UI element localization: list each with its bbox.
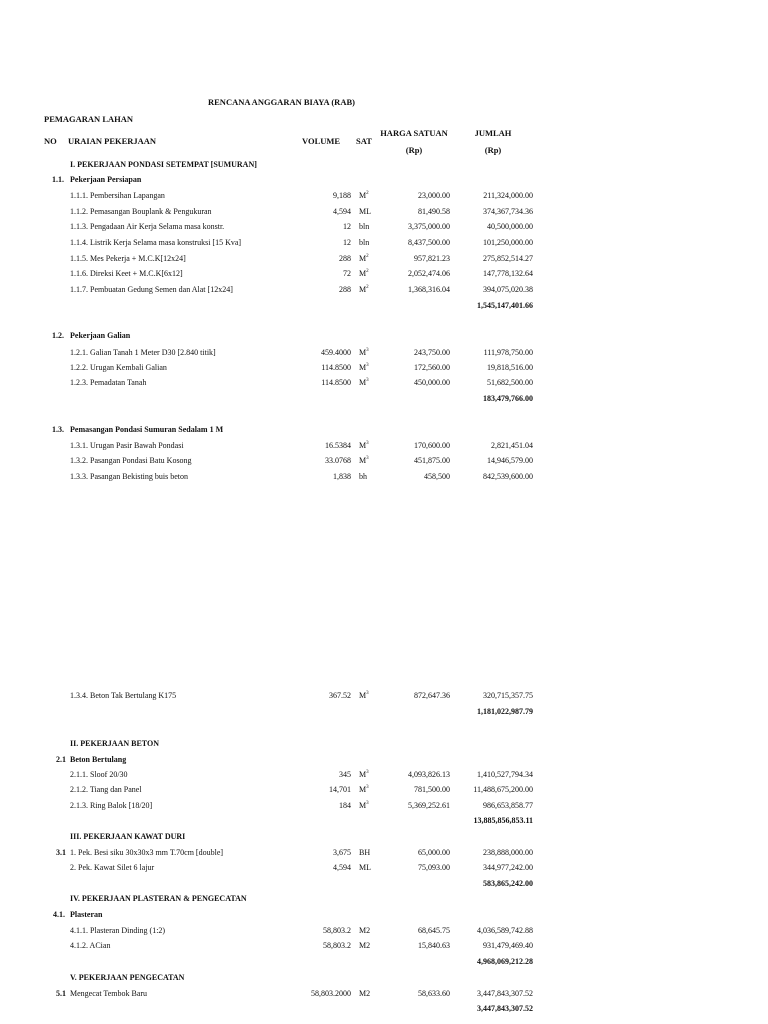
row-volume: 1,838 xyxy=(333,472,351,481)
row-harga: 3,375,000.00 xyxy=(408,222,450,231)
project-name: PEMAGARAN LAHAN xyxy=(44,114,134,124)
subsection-number: 5.1 xyxy=(56,989,66,998)
row-volume: 3,675 xyxy=(333,848,351,857)
row-volume: 114.8500 xyxy=(321,363,351,372)
row-satuan: $M^3$ xyxy=(359,441,369,450)
row-satuan: ML xyxy=(359,207,371,216)
row-volume: 367.52 xyxy=(329,691,351,700)
section-heading: I. PEKERJAAN PONDASI SETEMPAT [SUMURAN] xyxy=(70,160,257,169)
subsection-number: 1.1. xyxy=(52,175,64,184)
row-volume: 14,701 xyxy=(329,785,351,794)
row-jumlah: 51,682,500.00 xyxy=(487,378,533,387)
row-harga: 243,750.00 xyxy=(414,348,450,357)
col-header-jumlah-unit: (Rp) xyxy=(484,145,502,155)
row-uraian: 4.1.2. ACian xyxy=(70,941,111,950)
row-uraian: 1.1.6. Direksi Keet + M.C.K[6x12] xyxy=(70,269,183,278)
document-title: RENCANA ANGGARAN BIAYA (RAB) xyxy=(208,97,355,107)
row-uraian: 4.1.1. Plasteran Dinding (1:2) xyxy=(70,926,166,935)
subtotal: 3,447,843,307.52 xyxy=(477,1004,533,1013)
row-satuan: BH xyxy=(359,848,371,857)
row-volume: 288 xyxy=(339,254,351,263)
row-volume: 114.8500 xyxy=(321,378,351,387)
row-harga: 1,368,316.04 xyxy=(408,285,450,294)
row-satuan: bln xyxy=(359,238,370,247)
row-satuan: M2 xyxy=(359,941,371,950)
row-satuan: $M^2$ xyxy=(359,254,369,263)
row-volume: 12 xyxy=(343,238,351,247)
row-jumlah: 931,479,469.40 xyxy=(483,941,533,950)
row-jumlah: 211,324,000.00 xyxy=(483,191,533,200)
row-satuan: ML xyxy=(359,863,371,872)
row-volume: 58,803.2000 xyxy=(311,989,351,998)
subsection-number: 3.1 xyxy=(56,848,66,857)
row-jumlah: 147,778,132.64 xyxy=(483,269,533,278)
row-harga: 75,093.00 xyxy=(418,863,450,872)
row-uraian: 1.3.1. Urugan Pasir Bawah Pondasi xyxy=(70,441,184,450)
col-header-harga-unit: (Rp) xyxy=(405,145,423,155)
section-heading: II. PEKERJAAN BETON xyxy=(70,739,159,748)
row-volume: 58,803.2 xyxy=(323,941,351,950)
row-satuan: $M^3$ xyxy=(359,801,369,810)
section-heading: V. PEKERJAAN PENGECATAN xyxy=(70,973,185,982)
subsection-heading: Plasteran xyxy=(70,910,103,919)
subsection-number: 2.1 xyxy=(56,755,66,764)
row-volume: 9,188 xyxy=(333,191,351,200)
row-satuan: $M^3$ xyxy=(359,348,369,357)
section-heading: III. PEKERJAAN KAWAT DURI xyxy=(70,832,186,841)
row-jumlah: 238,888,000.00 xyxy=(483,848,533,857)
row-jumlah: 101,250,000.00 xyxy=(483,238,533,247)
row-harga: 872,647.36 xyxy=(414,691,450,700)
row-uraian: 1.3.2. Pasangan Pondasi Batu Kosong xyxy=(70,456,192,465)
row-satuan: M2 xyxy=(359,926,371,935)
row-harga: 451,875.00 xyxy=(414,456,450,465)
row-jumlah: 986,653,858.77 xyxy=(483,801,533,810)
row-uraian: 1.3.3. Pasangan Bekisting buis beton xyxy=(70,472,188,481)
row-uraian: 2.1.3. Ring Balok [18/20] xyxy=(70,801,153,810)
row-harga: 957,821.23 xyxy=(414,254,450,263)
subtotal: 13,885,856,853.11 xyxy=(473,816,533,825)
subsection-heading: Beton Bertulang xyxy=(70,755,127,764)
row-volume: 33.0768 xyxy=(325,456,351,465)
row-jumlah: 11,488,675,200.00 xyxy=(473,785,533,794)
row-volume: 4,594 xyxy=(333,863,351,872)
row-volume: 58,803.2 xyxy=(323,926,351,935)
row-uraian: 2. Pek. Kawat Silet 6 lajur xyxy=(70,863,155,872)
row-satuan: $M^3$ xyxy=(359,363,369,372)
row-volume: 12 xyxy=(343,222,351,231)
row-jumlah: 14,946,579.00 xyxy=(487,456,533,465)
subsection-number: 1.3. xyxy=(52,425,64,434)
row-satuan: $M^2$ xyxy=(359,191,369,200)
row-satuan: bln xyxy=(359,222,370,231)
row-harga: 4,093,826.13 xyxy=(408,770,450,779)
row-harga: 5,369,252.61 xyxy=(408,801,450,810)
row-uraian: 1.3.4. Beton Tak Bertulang K175 xyxy=(70,691,177,700)
row-harga: 68,645.75 xyxy=(418,926,450,935)
row-volume: 459.4000 xyxy=(321,348,351,357)
subtotal: 1,181,022,987.79 xyxy=(477,707,533,716)
subsection-heading: Pekerjaan Persiapan xyxy=(70,175,142,184)
row-uraian: 1.2.2. Urugan Kembali Galian xyxy=(70,363,167,372)
row-uraian: 1.1.2. Pemasangan Bouplank & Pengukuran xyxy=(70,207,212,216)
col-header-no: NO xyxy=(44,136,57,146)
row-jumlah: 40,500,000.00 xyxy=(487,222,533,231)
row-volume: 16.5384 xyxy=(325,441,351,450)
subtotal: 4,968,069,212.28 xyxy=(477,957,533,966)
row-harga: 65,000.00 xyxy=(418,848,450,857)
row-jumlah: 842,539,600.00 xyxy=(483,472,533,481)
row-uraian: 1.2.3. Pemadatan Tanah xyxy=(70,378,147,387)
row-uraian: 1. Pek. Besi siku 30x30x3 mm T.70cm [double] xyxy=(70,848,224,857)
row-jumlah: 19,818,516.00 xyxy=(487,363,533,372)
row-satuan: $M^3$ xyxy=(359,691,369,700)
row-harga: 2,052,474.06 xyxy=(408,269,450,278)
row-uraian: 1.1.7. Pembuatan Gedung Semen dan Alat [12x24] xyxy=(70,285,233,294)
row-volume: 72 xyxy=(343,269,351,278)
row-jumlah: 1,410,527,794.34 xyxy=(477,770,533,779)
row-jumlah: 2,821,451.04 xyxy=(491,441,533,450)
row-harga: 58,633.60 xyxy=(418,989,450,998)
col-header-volume: VOLUME xyxy=(302,136,341,146)
row-jumlah: 111,978,750.00 xyxy=(483,348,533,357)
col-header-sat: SAT xyxy=(356,136,372,146)
row-satuan: $M^3$ xyxy=(359,456,369,465)
row-harga: 15,840.63 xyxy=(418,941,450,950)
row-uraian: 1.1.1. Pembersihan Lapangan xyxy=(70,191,165,200)
row-volume: 184 xyxy=(339,801,351,810)
row-uraian: 1.1.4. Listrik Kerja Selama masa konstruksi [15 Kva] xyxy=(70,238,242,247)
row-satuan: $M^3$ xyxy=(359,785,369,794)
row-jumlah: 344,977,242.00 xyxy=(483,863,533,872)
row-harga: 23,000.00 xyxy=(418,191,450,200)
row-harga: 8,437,500.00 xyxy=(408,238,450,247)
row-harga: 450,000.00 xyxy=(414,378,450,387)
row-uraian: Mengecat Tembok Baru xyxy=(70,989,148,998)
row-satuan: bh xyxy=(359,472,367,481)
subsection-heading: Pemasangan Pondasi Sumuran Sedalam 1 M xyxy=(70,425,224,434)
row-uraian: 1.1.3. Pengadaan Air Kerja Selama masa konstr. xyxy=(70,222,225,231)
subtotal: 183,479,766.00 xyxy=(483,394,533,403)
subtotal: 583,865,242.00 xyxy=(483,879,533,888)
row-harga: 172,560.00 xyxy=(414,363,450,372)
row-uraian: 2.1.1. Sloof 20/30 xyxy=(70,770,128,779)
row-satuan: $M^2$ xyxy=(359,285,369,294)
row-satuan: $M^3$ xyxy=(359,770,369,779)
section-heading: IV. PEKERJAAN PLASTERAN & PENGECATAN xyxy=(70,894,247,903)
row-harga: 458,500 xyxy=(424,472,450,481)
row-satuan: M2 xyxy=(359,989,371,998)
row-jumlah: 394,075,020.38 xyxy=(483,285,533,294)
row-uraian: 1.1.5. Mes Pekerja + M.C.K[12x24] xyxy=(70,254,186,263)
row-jumlah: 275,852,514.27 xyxy=(483,254,533,263)
row-uraian: 2.1.2. Tiang dan Panel xyxy=(70,785,142,794)
row-uraian: 1.2.1. Galian Tanah 1 Meter D30 [2.840 titik] xyxy=(70,348,216,357)
subsection-number: 1.2. xyxy=(52,331,64,340)
subsection-heading: Pekerjaan Galian xyxy=(70,331,131,340)
row-jumlah: 3,447,843,307.52 xyxy=(477,989,533,998)
row-harga: 81,490.58 xyxy=(418,207,450,216)
row-satuan: $M^3$ xyxy=(359,378,369,387)
col-header-uraian: URAIAN PEKERJAAN xyxy=(68,136,157,146)
row-jumlah: 374,367,734.36 xyxy=(483,207,533,216)
row-jumlah: 320,715,357.75 xyxy=(483,691,533,700)
subsection-number: 4.1. xyxy=(53,910,65,919)
row-volume: 288 xyxy=(339,285,351,294)
row-harga: 781,500.00 xyxy=(414,785,450,794)
subtotal: 1,545,147,401.66 xyxy=(477,301,533,310)
row-harga: 170,600.00 xyxy=(414,441,450,450)
col-header-harga: HARGA SATUAN xyxy=(380,128,448,138)
row-volume: 4,594 xyxy=(333,207,351,216)
row-volume: 345 xyxy=(339,770,351,779)
row-jumlah: 4,036,589,742.88 xyxy=(477,926,533,935)
row-satuan: $M^2$ xyxy=(359,269,369,278)
col-header-jumlah: JUMLAH xyxy=(474,128,512,138)
